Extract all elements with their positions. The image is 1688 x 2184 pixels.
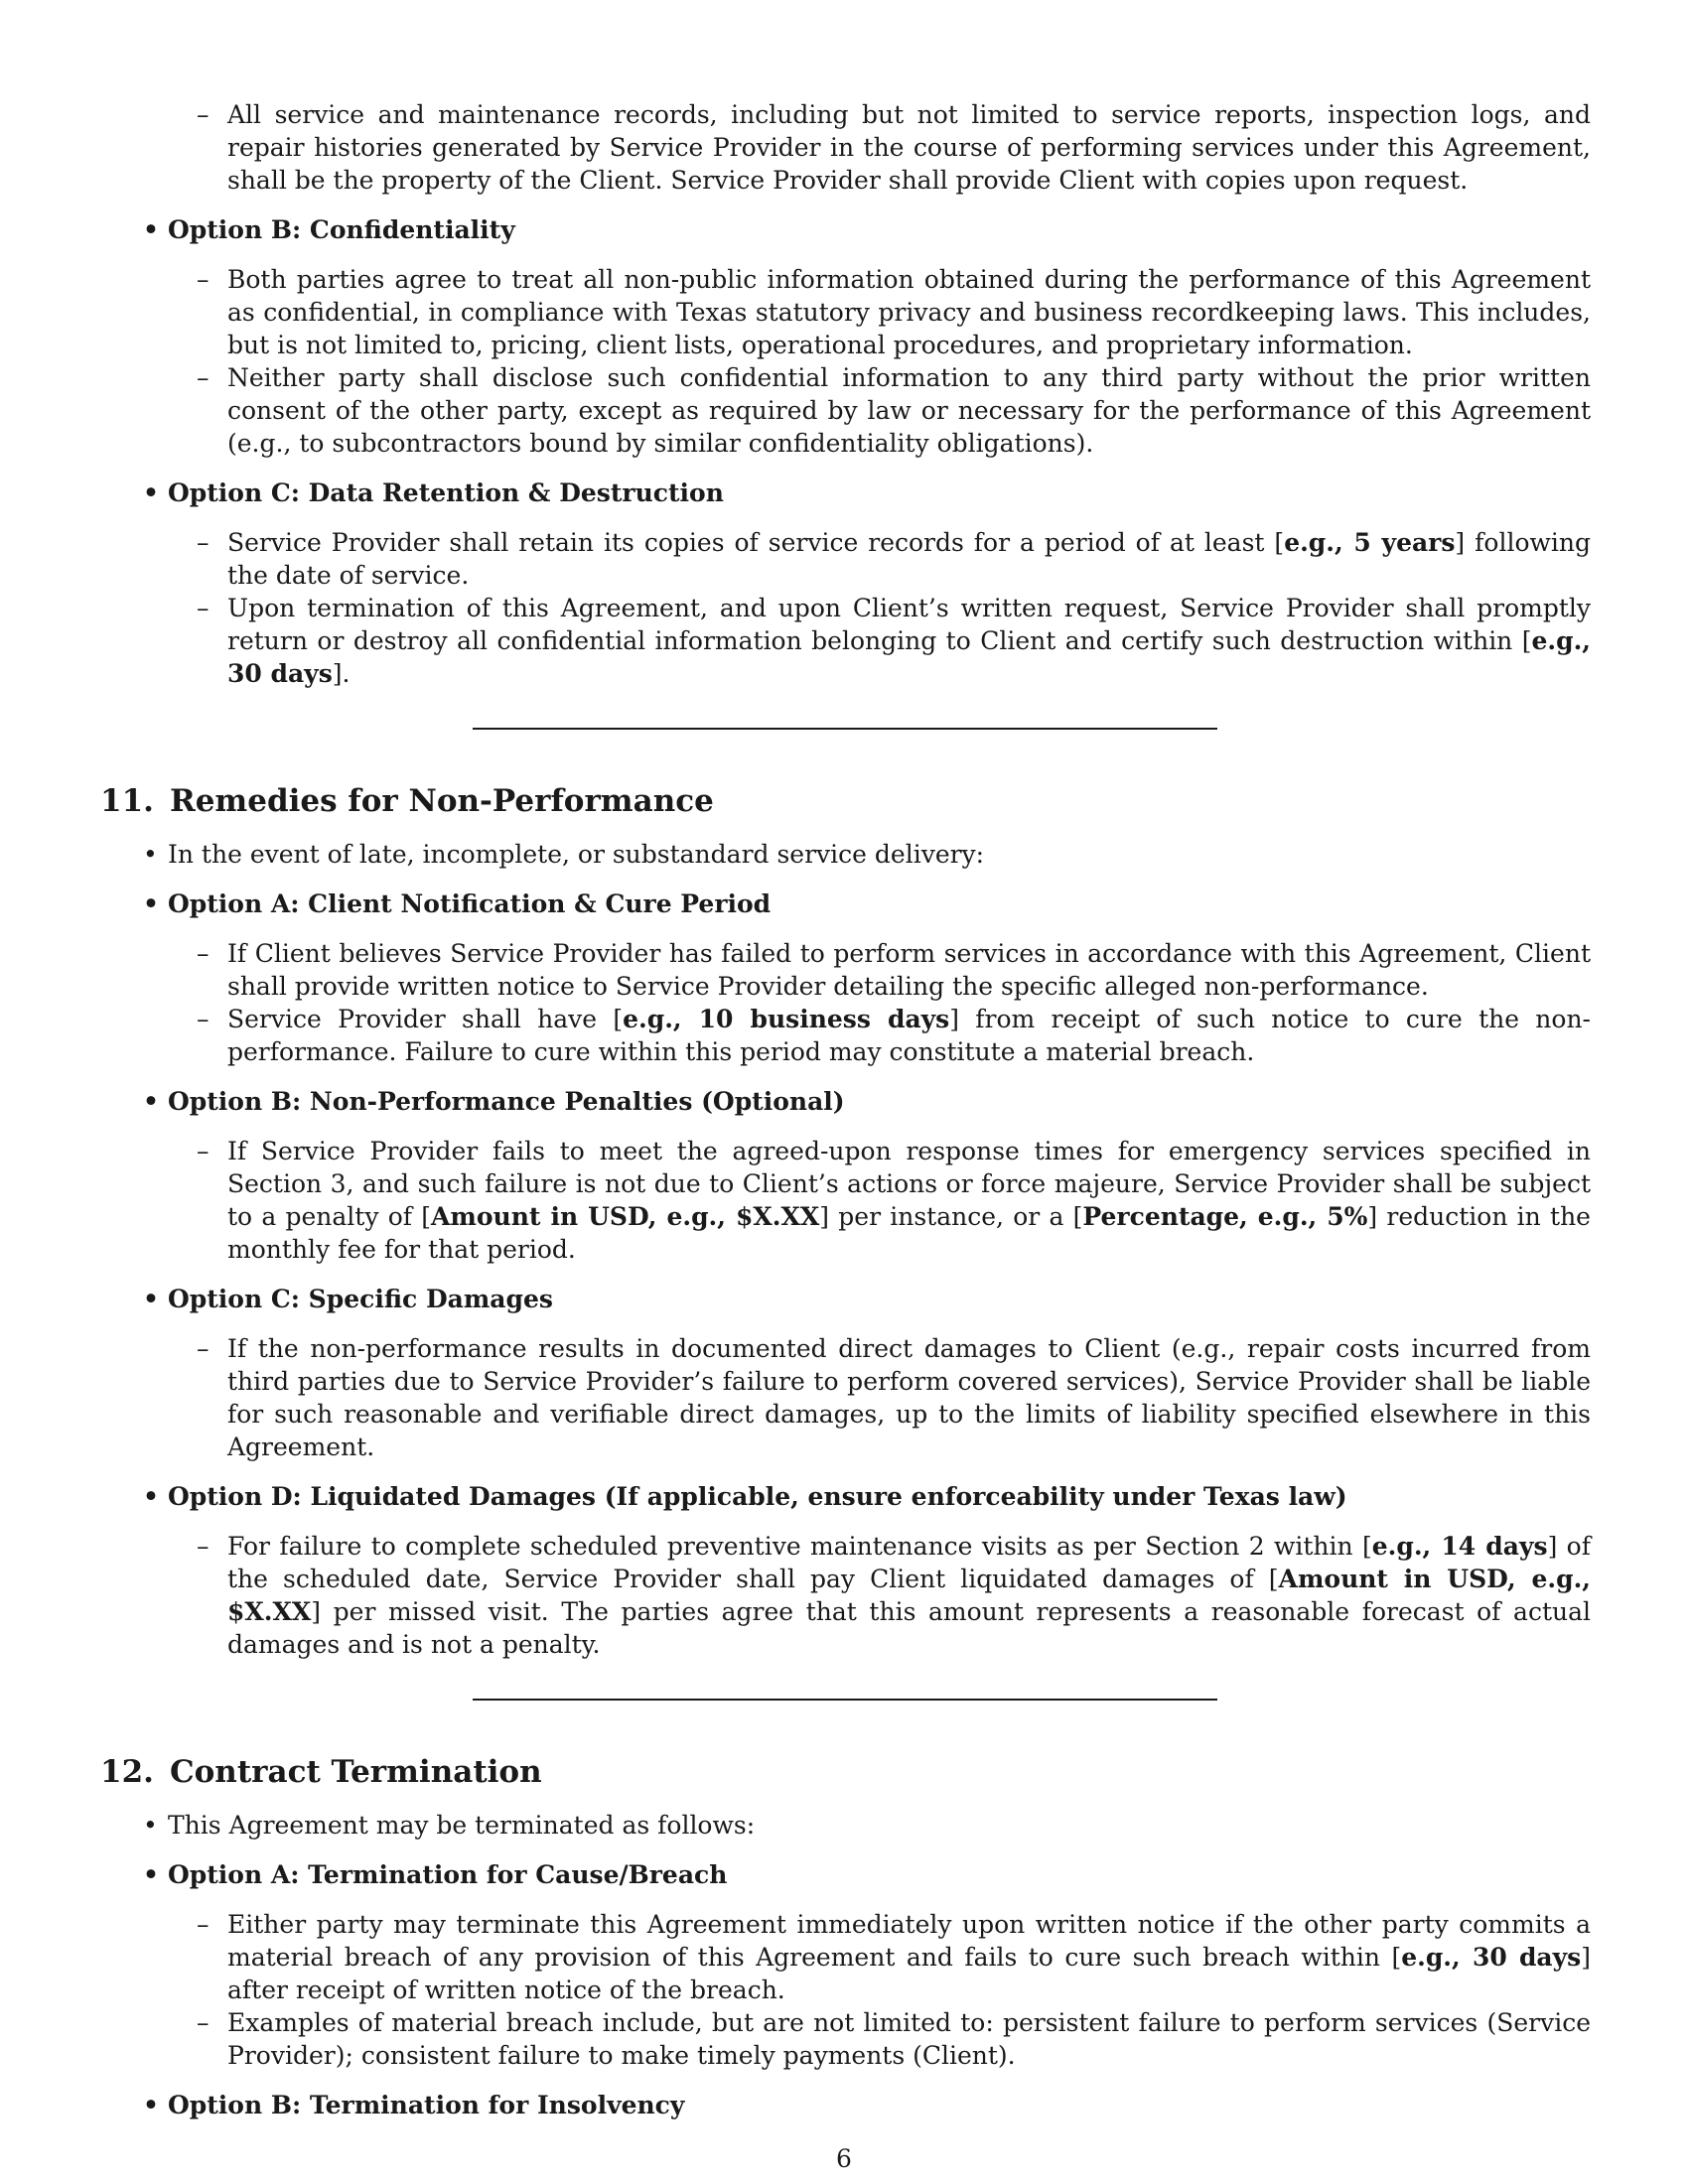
list-item: – Service Provider shall have [e.g., 10 business days] from receipt of such notice to cure the non-performance. Failure to cure within this period may constitute a material breach. bbox=[227, 1003, 1591, 1068]
list-item: – Upon termination of this Agreement, and upon Client’s written request, Service Provider shall promptly return or destroy all confidential information belonging to Client and certify such destruction within [e.g., 30 days]. bbox=[227, 592, 1591, 690]
option-b-termination-insolvency: • Option B: Termination for Insolvency bbox=[168, 2089, 1591, 2121]
records-list bbox=[0, 98, 1688, 197]
list-item: – If Service Provider fails to meet the agreed-upon response times for emergency services specified in Section 3, and such failure is not due to Client’s actions or force majeure, Service Provider shall be subject to a penalty of [Amount in USD, e.g., $X.XX] per instance, or a [Percentage, e.g., 5%] reduction in the monthly fee for that period. bbox=[227, 1135, 1591, 1266]
list-item: – For failure to complete scheduled preventive maintenance visits as per Section 2 within [e.g., 14 days] of the scheduled date, Service Provider shall pay Client liquidated damages of [Amount in USD, e.g., $X.XX] per missed visit. The parties agree that this amount represents a reasonable forecast of actual damages and is not a penalty. bbox=[227, 1530, 1591, 1661]
section-11-heading: 11. Remedies for Non-Performance bbox=[100, 783, 714, 819]
option-c-damages-list bbox=[0, 1332, 1688, 1463]
list-item: – Either party may terminate this Agreement immediately upon written notice if the other party commits a material breach of any provision of this Agreement and fails to cure such breach within [e.g., 30 days] after receipt of written notice of the breach. bbox=[227, 1908, 1591, 2006]
option-b-confidentiality: • Option B: Confidentiality bbox=[168, 213, 1591, 246]
list-item: – Both parties agree to treat all non-public information obtained during the performance of this Agreement as confidential, in compliance with Texas statutory privacy and business recordkeeping laws. This includes, but is not limited to, pricing, client lists, operational procedures, and proprietary information. bbox=[227, 263, 1591, 361]
section-divider bbox=[473, 1699, 1217, 1701]
option-a-termination-list bbox=[0, 1908, 1688, 2072]
option-b-penalties-list bbox=[0, 1135, 1688, 1266]
list-item: – Neither party shall disclose such confidential information to any third party without the prior written consent of the other party, except as required by law or necessary for the performance of this Agreement (e.g., to subcontractors bound by similar confidentiality obligations). bbox=[227, 361, 1591, 460]
option-c-data-retention: • Option C: Data Retention & Destruction bbox=[168, 477, 1591, 509]
list-item: – If Client believes Service Provider has failed to perform services in accordance with this Agreement, Client shall provide written notice to Service Provider detailing the specific alleged non-performance. bbox=[227, 937, 1591, 1003]
section-11-intro: • In the event of late, incomplete, or substandard service delivery: bbox=[168, 838, 1591, 871]
option-b-list bbox=[0, 263, 1688, 460]
option-b-penalties: • Option B: Non-Performance Penalties (Optional) bbox=[168, 1085, 1591, 1118]
list-item: – Service Provider shall retain its copies of service records for a period of at least [e.g., 5 years] following the date of service. bbox=[227, 526, 1591, 592]
list-item: – If the non-performance results in documented direct damages to Client (e.g., repair costs incurred from third parties due to Service Provider’s failure to perform covered services), Service Provider shall be liable for such reasonable and verifiable direct damages, up to the limits of liability specified elsewhere in this Agreement. bbox=[227, 1332, 1591, 1463]
option-d-liquidated-damages: • Option D: Liquidated Damages (If applicable, ensure enforceability under Texas law) bbox=[168, 1480, 1591, 1513]
page-number: 6 bbox=[836, 2144, 852, 2173]
option-c-specific-damages: • Option C: Specific Damages bbox=[168, 1283, 1591, 1315]
section-12-heading: 12. Contract Termination bbox=[100, 1754, 542, 1790]
list-item: – Examples of material breach include, but are not limited to: persistent failure to perform services (Service Provider); consistent failure to make timely payments (Client). bbox=[227, 2006, 1591, 2072]
list-item: – All service and maintenance records, including but not limited to service reports, inspection logs, and repair histories generated by Service Provider in the course of performing services under this Agreement, shall be the property of the Client. Service Provider shall provide Client with copies upon request. bbox=[227, 98, 1591, 197]
option-d-list bbox=[0, 1530, 1688, 1661]
option-a-list bbox=[0, 937, 1688, 1068]
option-a-termination-cause: • Option A: Termination for Cause/Breach bbox=[168, 1858, 1591, 1891]
option-c-list bbox=[0, 526, 1688, 690]
section-divider bbox=[473, 728, 1217, 730]
option-a-cure-period: • Option A: Client Notification & Cure Period bbox=[168, 887, 1591, 920]
section-12-intro: • This Agreement may be terminated as follows: bbox=[168, 1809, 1591, 1842]
